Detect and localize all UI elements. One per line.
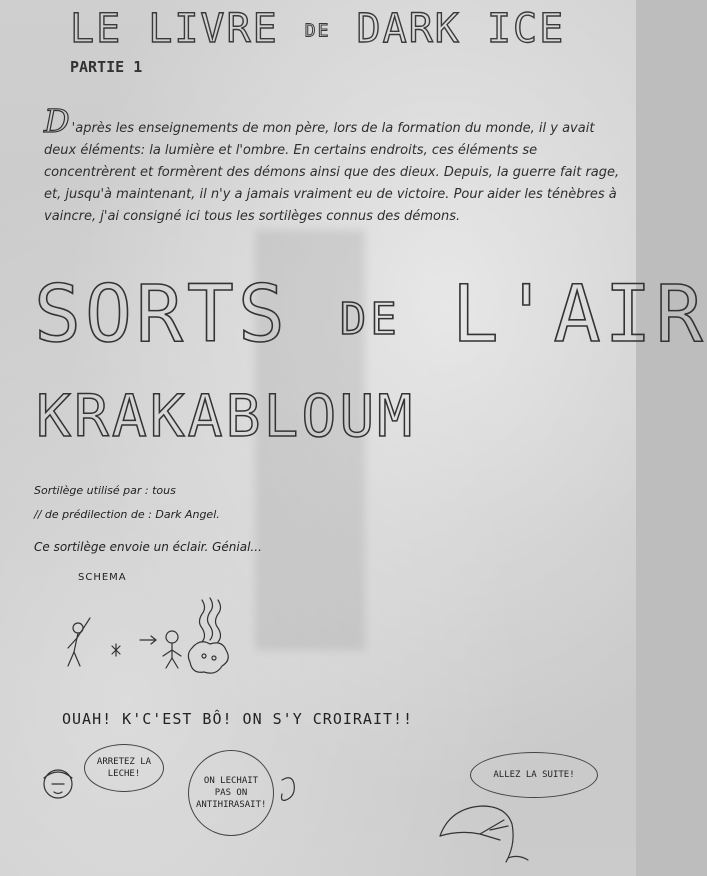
section-title-part-3: L'AIR <box>451 270 707 360</box>
section-title-part-1: SORTS <box>34 270 289 360</box>
speech-bubble-right <box>470 752 598 798</box>
spell-name: KRAKABLOUM <box>36 382 416 450</box>
speech-bubble-right-text: ALLEZ LA SUITE! <box>493 770 575 780</box>
character-head-right <box>440 806 528 862</box>
lightning-icon <box>200 598 221 642</box>
burnt-target-icon <box>188 642 228 673</box>
speech-bubble-middle <box>188 750 274 836</box>
spark-icon <box>112 644 120 656</box>
spell-used-by: Sortilège utilisé par : tous <box>34 484 176 497</box>
speech-bubble-left <box>84 744 164 792</box>
title-part-1: LE LIVRE <box>70 6 279 52</box>
title-part-2: DE <box>304 20 331 42</box>
character-head-left <box>44 770 72 798</box>
spell-favorite: // de prédilection de : Dark Angel. <box>34 508 220 521</box>
speech-bubble-middle-text: ON LECHAIT PAS ON ANTIHIRASAIT! <box>196 776 267 810</box>
drop-letter: D <box>44 102 70 140</box>
speech-bubble-left-text: ARRETEZ LA LECHE! <box>96 757 152 779</box>
arrow-icon <box>140 636 156 644</box>
character-head-middle <box>282 778 295 801</box>
exclamation-text: OUAH! K'C'EST BÔ! ON S'Y CROIRAIT!! <box>62 710 414 728</box>
part-label: PARTIE 1 <box>70 58 143 76</box>
section-title-part-2: DE <box>339 294 401 346</box>
schema-label: SCHEMA <box>78 572 127 583</box>
spell-description: Ce sortilège envoie un éclair. Génial... <box>34 540 262 554</box>
caster-stick-figure <box>68 618 90 666</box>
title-part-3: DARK ICE <box>356 6 566 52</box>
intro-text: 'après les enseignements de mon père, lors de la formation du monde, il y avait deux éléments: la lumière et l'ombre. En certains endroits, ces éléments se concentrèrent et formèrent des démons ainsi que des dieux. Depuis, la guerre fait rage, et, jusqu'à maintenant, il n'y a jamais vraiment eu de victoire. Pour aider les ténèbres à vaincre, j'ai consigné ici tous les sortilèges connus des démons. <box>44 121 620 224</box>
target-stick-figure <box>163 631 181 668</box>
